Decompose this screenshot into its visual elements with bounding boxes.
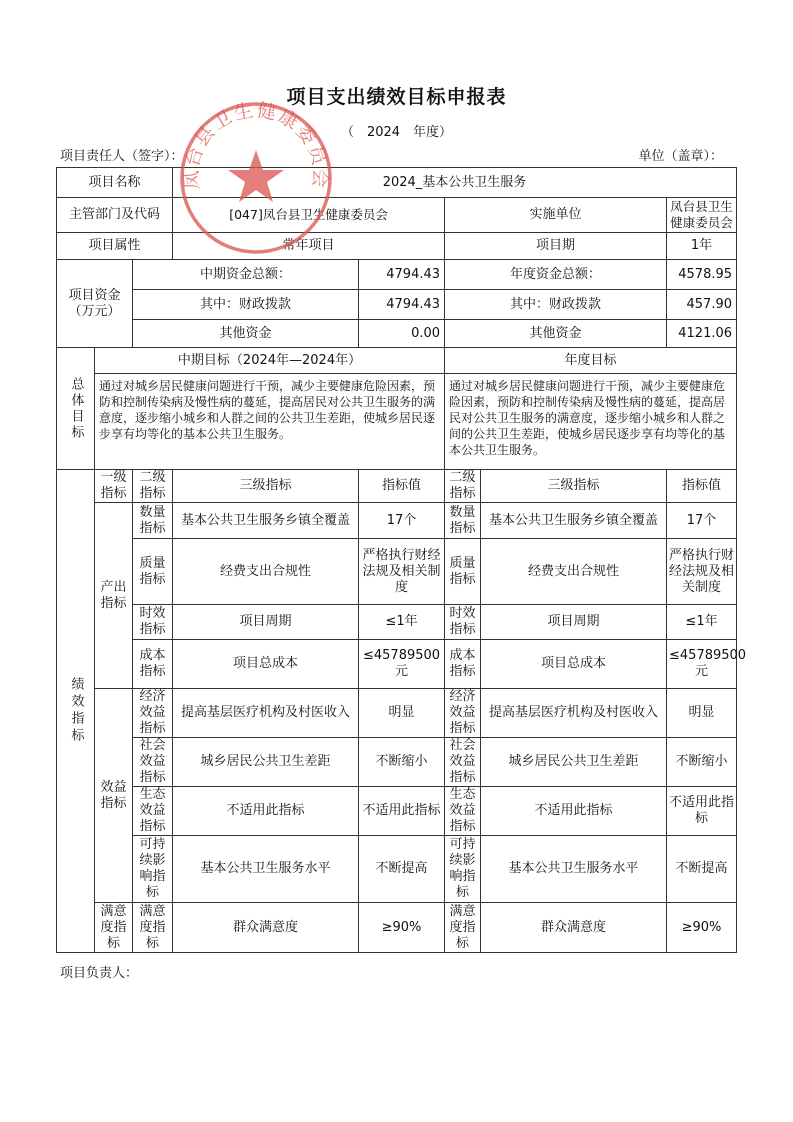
project-name-label: 项目名称 bbox=[57, 168, 173, 198]
level3-cell: 项目总成本 bbox=[173, 640, 359, 689]
project-attr-label: 项目属性 bbox=[57, 233, 173, 260]
project-attr-value: 常年项目 bbox=[173, 233, 445, 260]
value-cell: ≤45789500元 bbox=[667, 640, 737, 689]
level3-cell: 经费支出合规性 bbox=[481, 539, 667, 605]
table-row bbox=[57, 605, 737, 640]
mid-total-label: 中期资金总额： bbox=[133, 260, 359, 290]
value-cell: 明显 bbox=[359, 689, 445, 738]
table-row bbox=[57, 738, 737, 787]
project-leader-label: 项目负责人： bbox=[60, 966, 139, 981]
level3-cell: 城乡居民公共卫生差距 bbox=[173, 738, 359, 787]
mid-total-value: 4794.43 bbox=[359, 260, 445, 290]
year-total-value: 4578.95 bbox=[667, 260, 737, 290]
level3-cell: 项目周期 bbox=[481, 605, 667, 640]
level3-cell: 群众满意度 bbox=[173, 903, 359, 953]
level2-cell: 数量指标 bbox=[445, 503, 481, 539]
level3-cell: 基本公共卫生服务乡镇全覆盖 bbox=[481, 503, 667, 539]
table-row bbox=[57, 689, 737, 738]
project-name-value: 2024_基本公共卫生服务 bbox=[173, 168, 737, 198]
level2-cell: 满意度指标 bbox=[445, 903, 481, 953]
value-cell: 不断提高 bbox=[667, 836, 737, 903]
performance-target-table bbox=[56, 167, 747, 953]
level3-cell: 不适用此指标 bbox=[173, 787, 359, 836]
level2-cell: 满意度指标 bbox=[133, 903, 173, 953]
mid-other-label: 其他资金 bbox=[133, 320, 359, 348]
level2-cell: 时效指标 bbox=[445, 605, 481, 640]
value-cell: 不断提高 bbox=[359, 836, 445, 903]
mid-other-value: 0.00 bbox=[359, 320, 445, 348]
header-value-year: 指标值 bbox=[667, 470, 737, 503]
project-funds-label: 项目资金（万元） bbox=[57, 260, 133, 348]
level2-cell: 经济效益指标 bbox=[445, 689, 481, 738]
year-goal-header: 年度目标 bbox=[445, 348, 737, 374]
impl-unit-value: 凤台县卫生健康委员会 bbox=[667, 198, 737, 233]
year-fiscal-label: 其中：财政拨款 bbox=[445, 290, 667, 320]
value-cell: ≥90% bbox=[359, 903, 445, 953]
value-cell: ≥90% bbox=[667, 903, 737, 953]
level2-cell: 质量指标 bbox=[445, 539, 481, 605]
level3-cell: 项目总成本 bbox=[481, 640, 667, 689]
level2-cell: 生态效益指标 bbox=[445, 787, 481, 836]
page-title: 项目支出绩效目标申报表 bbox=[286, 86, 507, 108]
level3-cell: 提高基层医疗机构及村医收入 bbox=[481, 689, 667, 738]
year-total-label: 年度资金总额： bbox=[445, 260, 667, 290]
value-cell: ≤1年 bbox=[667, 605, 737, 640]
value-cell: 17个 bbox=[359, 503, 445, 539]
year-fiscal-value: 457.90 bbox=[667, 290, 737, 320]
benefit-indicator-label: 效益指标 bbox=[95, 689, 133, 903]
table-row bbox=[57, 539, 737, 605]
value-cell: 严格执行财经法规及相关制度 bbox=[667, 539, 737, 605]
level3-cell: 不适用此指标 bbox=[481, 787, 667, 836]
unit-seal-label: 单位（盖章）： bbox=[638, 149, 723, 164]
satisfaction-indicator-label: 满意度指标 bbox=[95, 903, 133, 953]
performance-indicator-label: 绩效指标 bbox=[57, 470, 95, 953]
value-cell: 不断缩小 bbox=[667, 738, 737, 787]
project-period-value: 1年 bbox=[667, 233, 737, 260]
project-period-label: 项目期 bbox=[445, 233, 667, 260]
value-cell: 不断缩小 bbox=[359, 738, 445, 787]
table-row bbox=[57, 836, 737, 903]
value-cell: 严格执行财经法规及相关制度 bbox=[359, 539, 445, 605]
value-cell: 不适用此指标 bbox=[359, 787, 445, 836]
level2-cell: 可持续影响指标 bbox=[133, 836, 173, 903]
table-row bbox=[57, 640, 737, 689]
mid-fiscal-label: 其中：财政拨款 bbox=[133, 290, 359, 320]
level2-cell: 社会效益指标 bbox=[445, 738, 481, 787]
year-other-value: 4121.06 bbox=[667, 320, 737, 348]
year-goal-text: 通过对城乡居民健康问题进行干预，减少主要健康危险因素，预防和控制传染病及慢性病的蔓延，提高居民对公共卫生服务的满意度，逐步缩小城乡和人群之间的公共卫生差距，使城乡居民逐步享有均等化的基本公共卫生服务。 bbox=[445, 374, 737, 470]
level2-cell: 社会效益指标 bbox=[133, 738, 173, 787]
header-value-mid: 指标值 bbox=[359, 470, 445, 503]
mid-goal-text: 通过对城乡居民健康问题进行干预，减少主要健康危险因素，预防和控制传染病及慢性病的蔓延，提高居民对公共卫生服务的满意度，逐步缩小城乡和人群之间的公共卫生差距，使城乡居民逐步享有均等化的基本公共卫生服务。 bbox=[95, 374, 445, 470]
responsible-person-label: 项目责任人（签字）： bbox=[60, 149, 184, 164]
level3-cell: 基本公共卫生服务水平 bbox=[173, 836, 359, 903]
level2-cell: 经济效益指标 bbox=[133, 689, 173, 738]
overall-goal-label: 总体目标 bbox=[57, 348, 95, 470]
level3-cell: 提高基层医疗机构及村医收入 bbox=[173, 689, 359, 738]
table-row bbox=[57, 787, 737, 836]
level2-cell: 成本指标 bbox=[133, 640, 173, 689]
level2-cell: 时效指标 bbox=[133, 605, 173, 640]
level2-cell: 可持续影响指标 bbox=[445, 836, 481, 903]
mid-fiscal-value: 4794.43 bbox=[359, 290, 445, 320]
value-cell: ≤45789500元 bbox=[359, 640, 445, 689]
level2-cell: 数量指标 bbox=[133, 503, 173, 539]
year-other-label: 其他资金 bbox=[445, 320, 667, 348]
level3-cell: 城乡居民公共卫生差距 bbox=[481, 738, 667, 787]
level2-cell: 质量指标 bbox=[133, 539, 173, 605]
level3-cell: 群众满意度 bbox=[481, 903, 667, 953]
header-level2-year: 二级指标 bbox=[445, 470, 481, 503]
level3-cell: 基本公共卫生服务乡镇全覆盖 bbox=[173, 503, 359, 539]
header-level3-mid: 三级指标 bbox=[173, 470, 359, 503]
value-cell: 17个 bbox=[667, 503, 737, 539]
dept-value: [047]凤台县卫生健康委员会 bbox=[173, 198, 445, 233]
report-year: （ 2024 年度） bbox=[340, 125, 453, 140]
table-row bbox=[57, 903, 737, 953]
level2-cell: 生态效益指标 bbox=[133, 787, 173, 836]
header-level2-mid: 二级指标 bbox=[133, 470, 173, 503]
mid-goal-header: 中期目标（2024年—2024年） bbox=[95, 348, 445, 374]
output-indicator-label: 产出指标 bbox=[95, 503, 133, 689]
header-level1: 一级指标 bbox=[95, 470, 133, 503]
level3-cell: 经费支出合规性 bbox=[173, 539, 359, 605]
value-cell: 不适用此指标 bbox=[667, 787, 737, 836]
value-cell: ≤1年 bbox=[359, 605, 445, 640]
header-level3-year: 三级指标 bbox=[481, 470, 667, 503]
level2-cell: 成本指标 bbox=[445, 640, 481, 689]
level3-cell: 基本公共卫生服务水平 bbox=[481, 836, 667, 903]
impl-unit-label: 实施单位 bbox=[445, 198, 667, 233]
value-cell: 明显 bbox=[667, 689, 737, 738]
svg-text:凤台县卫生健康委员会: 凤台县卫生健康委员会 bbox=[180, 99, 332, 191]
table-row bbox=[57, 503, 737, 539]
dept-label: 主管部门及代码 bbox=[57, 198, 173, 233]
level3-cell: 项目周期 bbox=[173, 605, 359, 640]
